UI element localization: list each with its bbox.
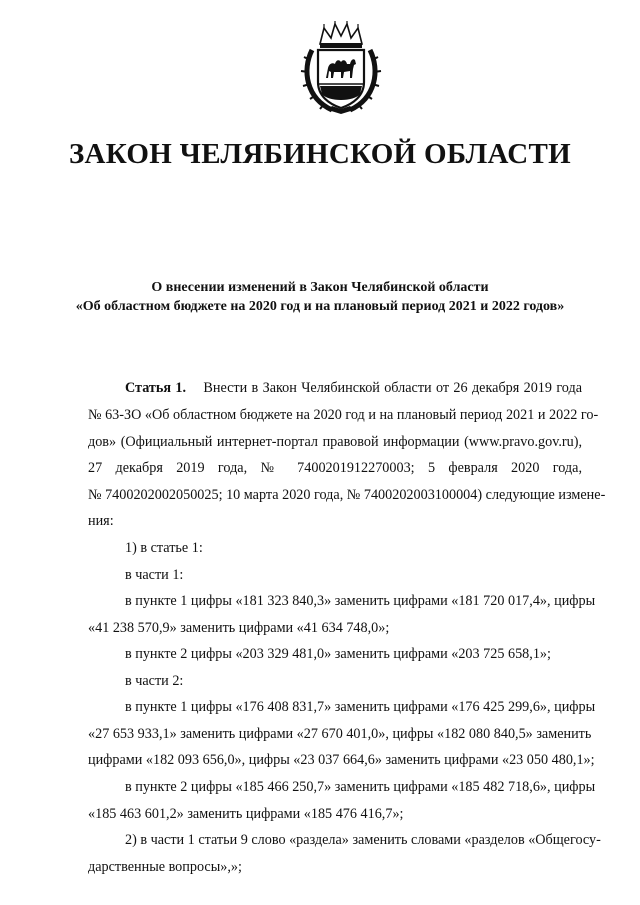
item-2-line-1: 2) в части 1 статьи 9 слово «раздела» заменить словами «разделов «Общегосу- [125, 832, 601, 848]
item-part-2: в части 2: [125, 673, 184, 689]
article-1-line-2: № 63-ЗО «Об областном бюджете на 2020 год и на плановый период 2021 и 2022 го- [88, 407, 599, 423]
law-title: ЗАКОН ЧЕЛЯБИНСКОЙ ОБЛАСТИ [68, 138, 572, 170]
item-point-1-line-2: «41 238 570,9» заменить цифрами «41 634 748,0»; [88, 620, 390, 636]
article-1-line-4: 27 декабря 2019 года, № 7400201912270003; 5 февраля 2020 года, [88, 460, 582, 476]
item-part-1: в части 1: [125, 567, 184, 583]
article-1-text: Внести в Закон Челябинской области от 26 декабря 2019 года [203, 380, 583, 396]
item-part2-point-1-line-2: «27 653 933,1» заменить цифрами «27 670 401,0», цифры «182 080 840,5» заменить [88, 726, 592, 742]
item-2-line-2: дарственные вопросы»,»; [88, 859, 242, 875]
item-point-2: в пункте 2 цифры «203 329 481,0» заменить цифрами «203 725 658,1»; [125, 646, 551, 662]
item-part2-point-2-line-1: в пункте 2 цифры «185 466 250,7» заменить цифрами «185 482 718,6», цифры [125, 779, 596, 795]
item-part2-point-2-line-2: «185 463 601,2» заменить цифрами «185 476 416,7»; [88, 806, 404, 822]
item-part2-point-1-line-1: в пункте 1 цифры «176 408 831,7» заменить цифрами «176 425 299,6», цифры [125, 699, 596, 715]
law-subtitle-line-1: О внесении изменений в Закон Челябинской области [151, 280, 489, 295]
article-1-label: Статья 1. [125, 380, 187, 396]
item-1: 1) в статье 1: [125, 540, 203, 556]
item-point-1-line-1: в пункте 1 цифры «181 323 840,3» заменить цифрами «181 720 017,4», цифры [125, 593, 596, 609]
article-1-first-line [125, 379, 582, 397]
article-1-line-3: дов» (Официальный интернет-портал правовой информации (www.pravo.gov.ru), [88, 434, 582, 450]
item-part2-point-1-line-3: цифрами «182 093 656,0», цифры «23 037 664,6» заменить цифрами «23 050 480,1»; [88, 752, 595, 768]
law-subtitle-line-2: «Об областном бюджете на 2020 год и на плановый период 2021 и 2022 годов» [75, 299, 565, 314]
article-1-line-5: № 7400202002050025; 10 марта 2020 года, № 7400202003100004) следующие измене- [88, 487, 606, 503]
coat-of-arms-icon [298, 20, 384, 116]
article-1-line-6: ния: [88, 513, 114, 529]
